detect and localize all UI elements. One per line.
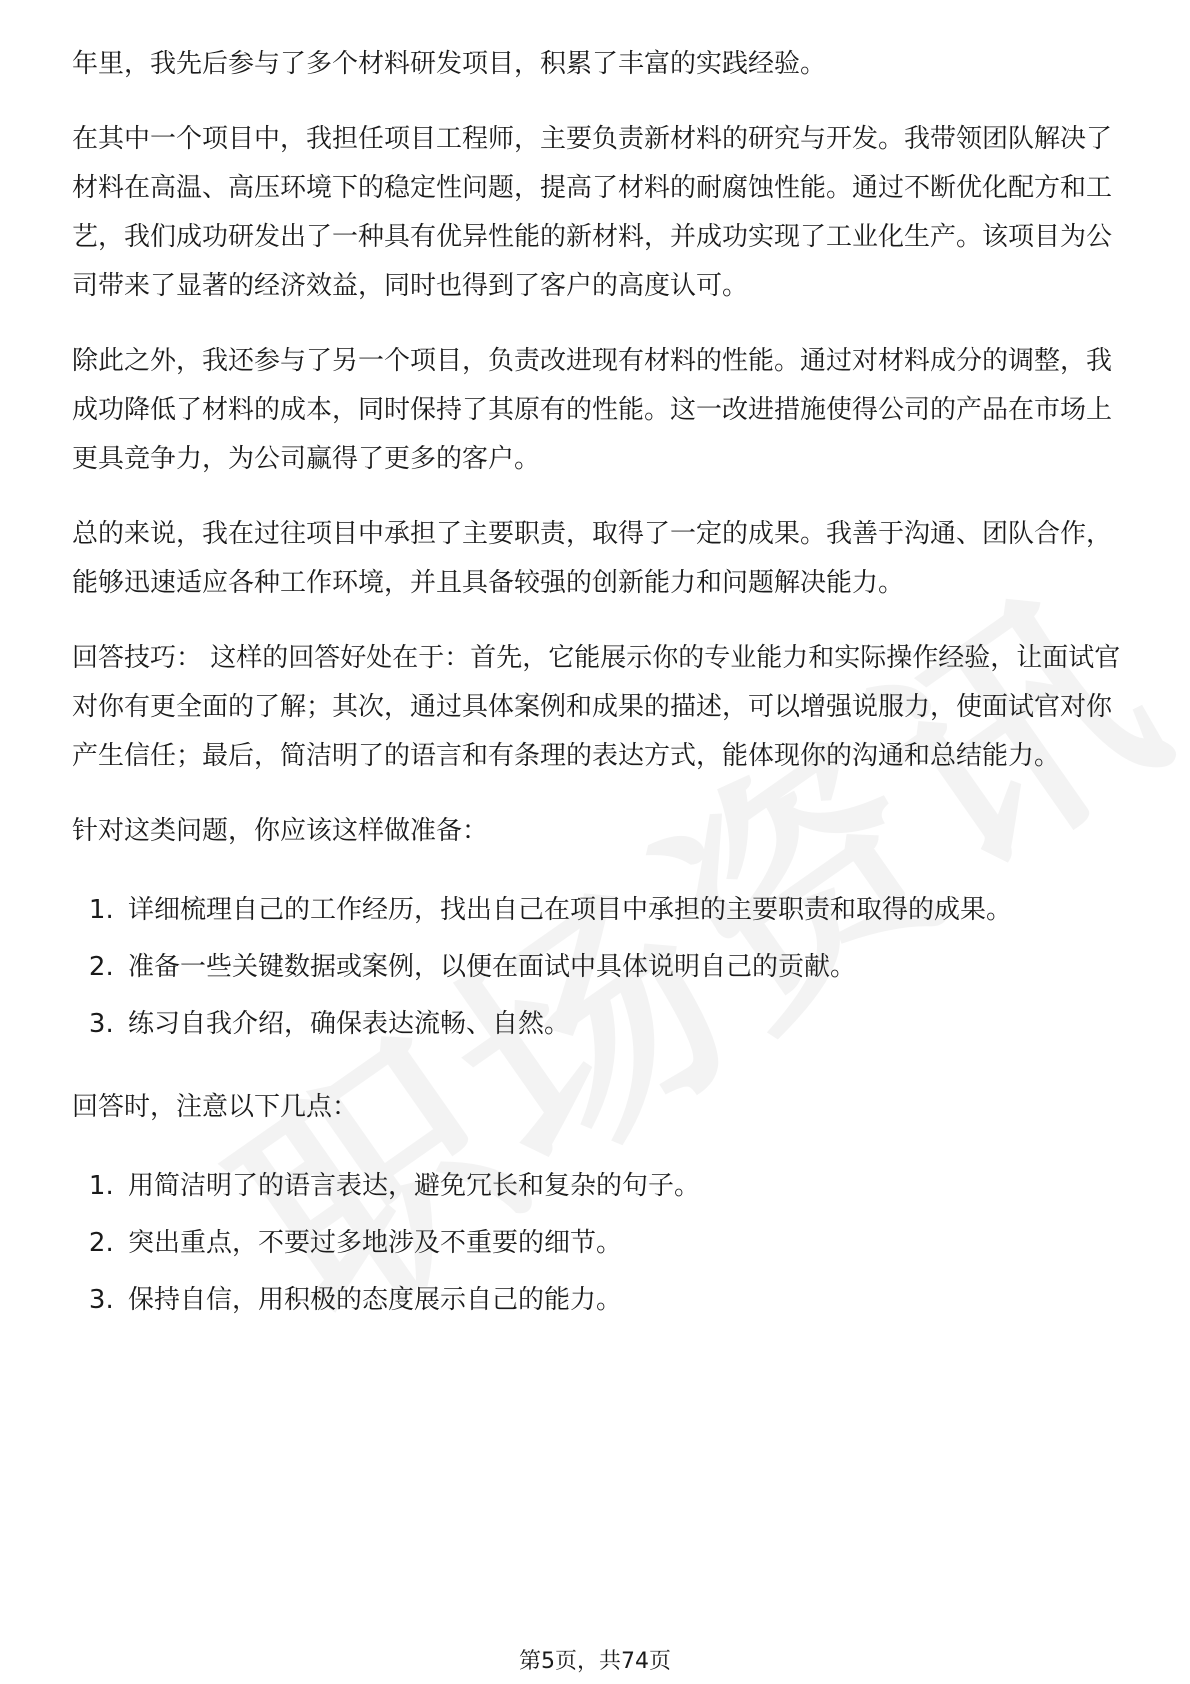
paragraph-project-one: 在其中一个项目中，我担任项目工程师，主要负责新材料的研究与开发。我带领团队解决了材料在高温、高压环境下的稳定性问题，提高了材料的耐腐蚀性能。通过不断优化配方和工艺，我们成功研发出了一种具有优异性能的新材料，并成功实现了工业化生产。该项目为公司带来了显著的经济效益，同时也得到了客户的高度认可。 (72, 124, 1113, 301)
answer-list (72, 1158, 1122, 1329)
list-item: 2. 准备一些关键数据或案例，以便在面试中具体说明自己的贡献。 (122, 939, 1122, 996)
paragraph-experience-intro: 年里，我先后参与了多个材料研发项目，积累了丰富的实践经验。 (72, 49, 827, 79)
paragraph-summary: 总的来说，我在过往项目中承担了主要职责，取得了一定的成果。我善于沟通、团队合作，能够迅速适应各种工作环境，并且具备较强的创新能力和问题解决能力。 (72, 519, 1113, 598)
page-number: 第5页，共74页 (519, 1649, 671, 1674)
prep-list (72, 882, 1122, 1053)
list-item: 3. 练习自我介绍，确保表达流畅、自然。 (122, 996, 1122, 1053)
paragraph-project-two: 除此之外，我还参与了另一个项目，负责改进现有材料的性能。通过对材料成分的调整，我成功降低了材料的成本，同时保持了其原有的性能。这一改进措施使得公司的产品在市场上更具竞争力，为公司赢得了更多的客户。 (72, 346, 1113, 474)
list-item: 2. 突出重点，不要过多地涉及不重要的细节。 (122, 1215, 1122, 1272)
document-body (72, 40, 1122, 1359)
list-item: 1. 详细梳理自己的工作经历，找出自己在项目中承担的主要职责和取得的成果。 (122, 882, 1122, 939)
paragraph-answer-intro: 回答时，注意以下几点： (72, 1092, 359, 1122)
paragraph-prep-intro: 针对这类问题，你应该这样做准备： (72, 816, 489, 846)
list-item: 3. 保持自信，用积极的态度展示自己的能力。 (122, 1272, 1122, 1329)
paragraph-answer-tips: 回答技巧： 这样的回答好处在于：首先，它能展示你的专业能力和实际操作经验，让面试官对你有更全面的了解；其次，通过具体案例和成果的描述，可以增强说服力，使面试官对你产生信任；最后，简洁明了的语言和有条理的表达方式，能体现你的沟通和总结能力。 (72, 643, 1121, 771)
list-item: 1. 用简洁明了的语言表达，避免冗长和复杂的句子。 (122, 1158, 1122, 1215)
